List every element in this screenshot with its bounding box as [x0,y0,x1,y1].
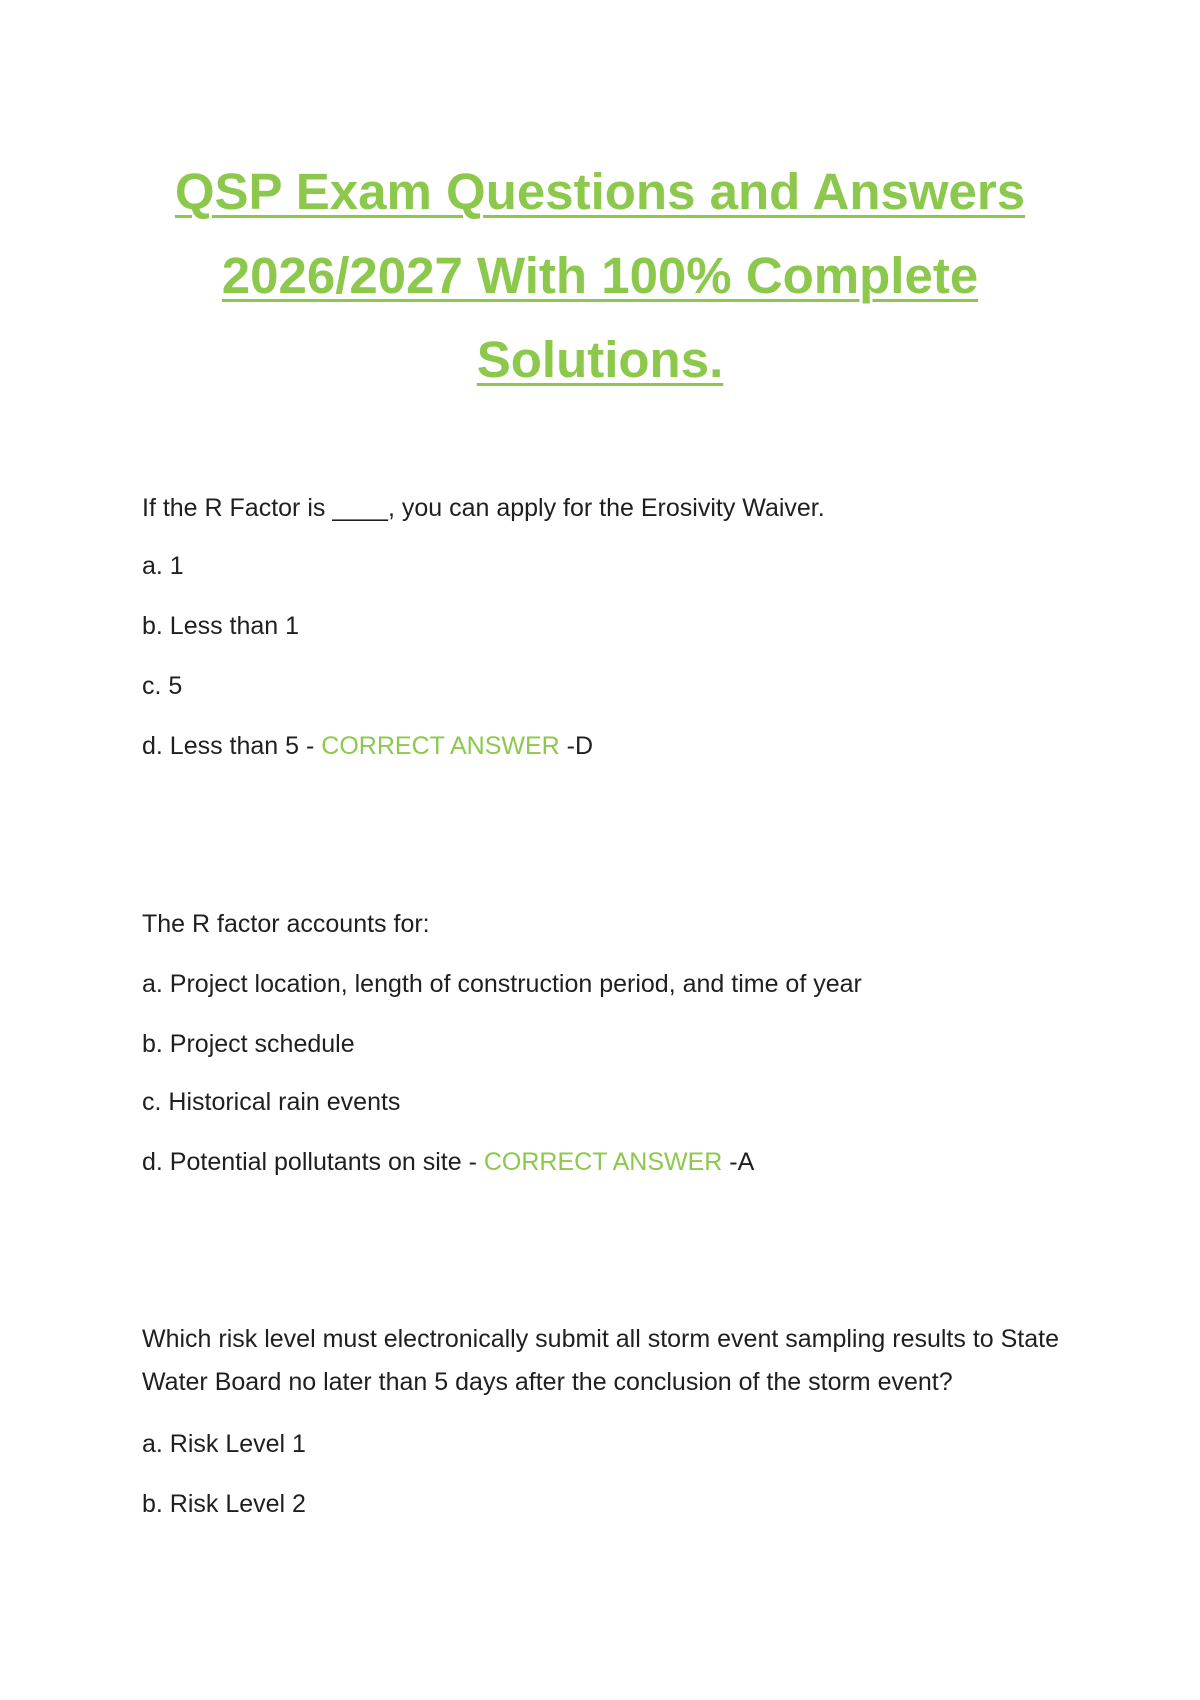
question-3-text: Which risk level must electronically submit all storm event sampling results to State Water Board no later than 5 days after the conclusion of the storm event? [142,1325,1059,1396]
question-2-answer-letter: -A [722,1148,755,1176]
question-1-text: If the R Factor is ____, you can apply for the Erosivity Waiver. [142,494,825,522]
question-1-option-a: a. 1 [142,552,184,580]
question-1-correct-answer-label: CORRECT ANSWER [321,732,560,760]
question-1-option-d [142,730,593,762]
question-1-option-d-text: d. Less than 5 - [142,732,322,760]
title-line-3: Solutions. [476,331,724,388]
question-2-option-d [142,1146,754,1178]
question-3-option-b: b. Risk Level 2 [142,1490,306,1518]
question-2-option-b: b. Project schedule [142,1030,355,1058]
question-2-option-c: c. Historical rain events [142,1088,401,1116]
title-line-1: QSP Exam Questions and Answers [174,163,1026,220]
question-2-text: The R factor accounts for: [142,910,430,938]
question-1-option-c: c. 5 [142,672,183,700]
question-1-answer-letter: -D [559,732,594,760]
question-2-option-d-text: d. Potential pollutants on site - [142,1148,484,1176]
question-2-correct-answer-label: CORRECT ANSWER [483,1148,723,1176]
question-1-option-b: b. Less than 1 [142,612,300,640]
title-line-2: 2026/2027 With 100% Complete [221,247,979,304]
question-2-option-a: a. Project location, length of construction period, and time of year [142,970,862,998]
document-title [150,150,1050,402]
question-3-option-a: a. Risk Level 1 [142,1430,306,1458]
